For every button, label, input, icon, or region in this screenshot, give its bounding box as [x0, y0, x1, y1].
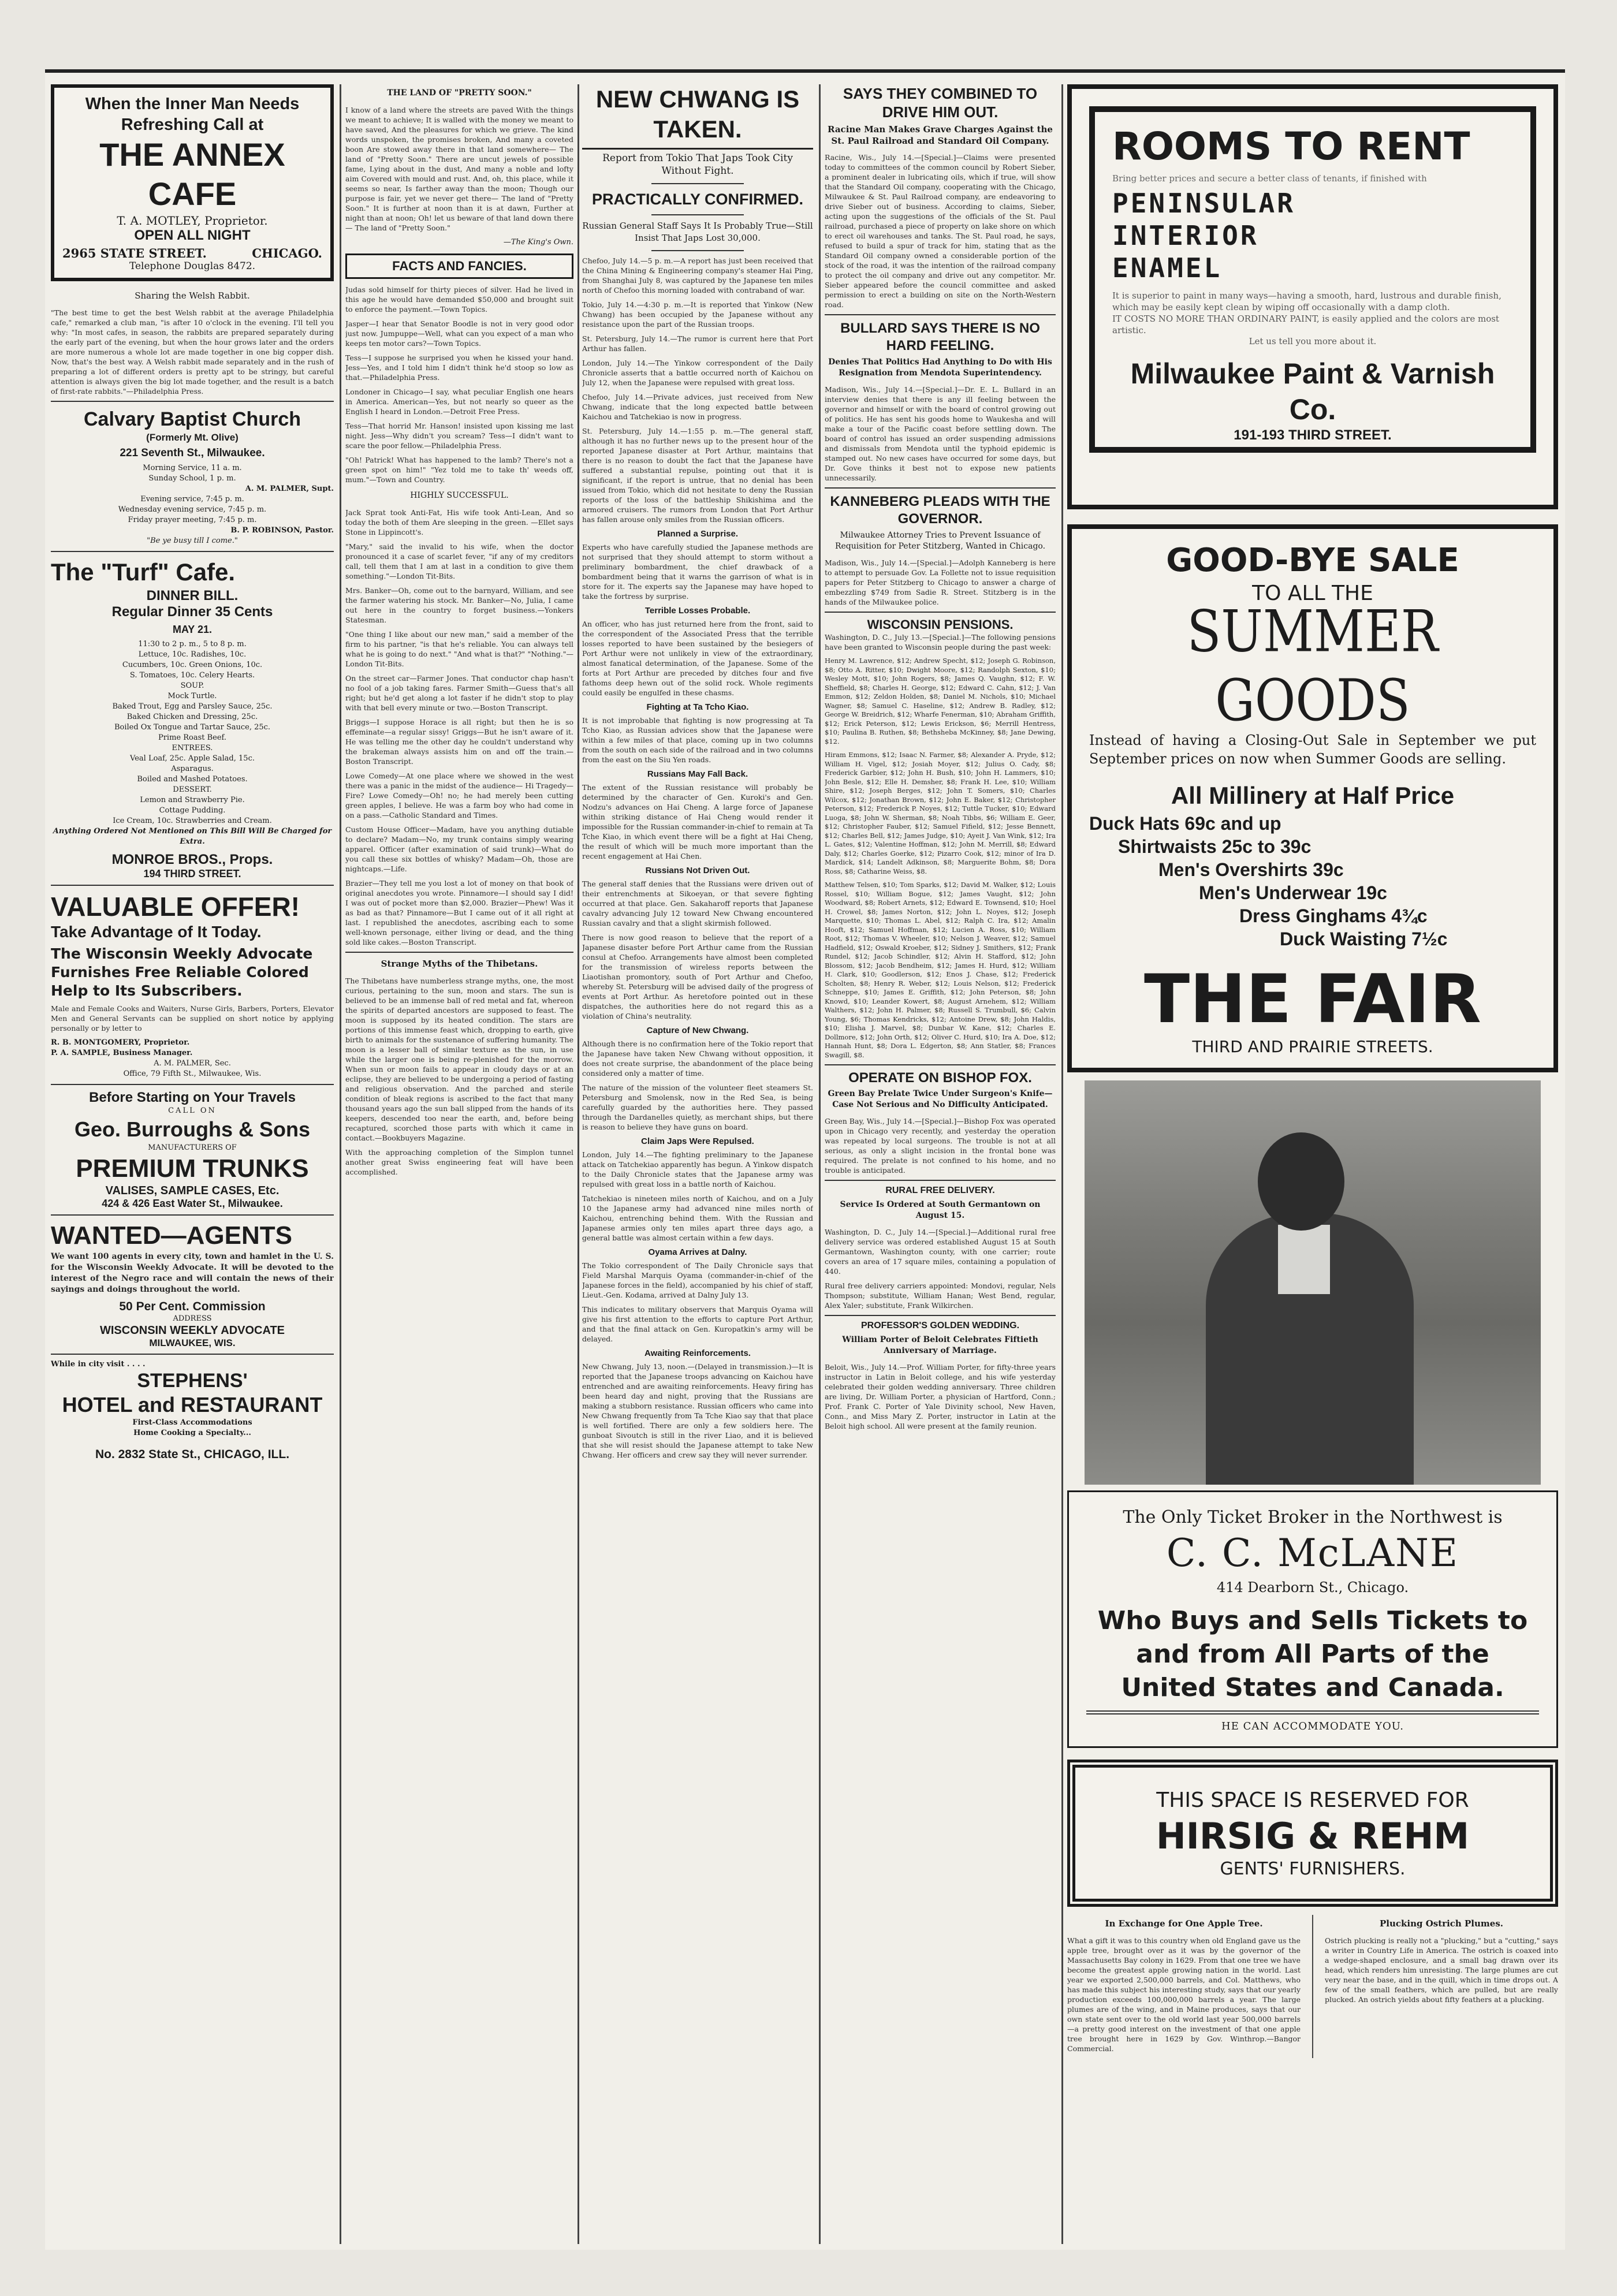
paragraph: Mrs. Banker—Oh, come out to the barnyard, William, and see the farmer watering his stock. Mr. Banker—No, Julia, I came out here in the country to forget business.—Yonkers Statesman. — [345, 586, 573, 624]
ad-name: The "Turf" Cafe. — [51, 558, 236, 586]
ad-text: It is superior to paint in many ways—having a smooth, hard, lustrous and durable finish, which may be easily kept clean by wiping off occasionally with a damp cloth. — [1112, 290, 1502, 312]
paragraph: St. Petersburg, July 14.—The rumor is current here that Port Arthur has fallen. — [582, 334, 813, 353]
section-heading: Russians May Fall Back. — [647, 769, 748, 779]
paragraph: Green Bay, Wis., July 14.—[Special.]—Bishop Fox was operated upon in Chicago very recently, and yesterday the operation was repeated by local surgeons. The trouble is not at all serious, as only a slight incision in the frontal bone was required. The prelate is not confined to his home, and no trouble is anticipated. — [825, 1117, 1056, 1175]
paragraph: Londoner in Chicago—I say, what peculiar English one hears in America. American—Yes, but not nearly so queer as the English I heard in London.—Detroit Free Press. — [345, 387, 573, 416]
the-fair-ad — [1067, 524, 1558, 1072]
subheadline: PRACTICALLY CONFIRMED. — [591, 191, 804, 208]
article-headline: KANNEBERG PLEADS WITH THE GOVERNOR. — [830, 494, 1050, 527]
ad-date: MAY 21. — [172, 624, 213, 635]
ad-line: GENTS' FURNISHERS. — [1220, 1859, 1406, 1879]
paragraph: On the street car—Farmer Jones. That conductor chap hasn't no fool of a job taking fares. Farmer Smith—Guess that's all right; but he'd get along a lot faster if he didn't stop to play with that bell every minute or two.—Boston Transcript. — [345, 674, 573, 712]
paragraph: Judas sold himself for thirty pieces of silver. Had he lived in this age he would have demanded $50,000 and brought suit to enforce the payment.—Town Topics. — [345, 285, 573, 314]
ad-address: 414 Dearborn St., Chicago. — [1216, 1579, 1409, 1596]
paragraph: Brazier—They tell me you lost a lot of money on that book of original anecdotes you wrote. Pinnamore—I should say I did! I was out of pocket more than $2,000. Brazier—Phew! Was it as bad as that? Pinnamore—But I came out of it all right at last. I republished the anecdotes, ascribing each to some well-known personage, either living or dead, and the thing sold like cakes.—Boston Transcript. — [345, 879, 573, 946]
ad-line: VALISES, SAMPLE CASES, Etc. — [105, 1184, 280, 1197]
paragraph: The nature of the mission of the volunteer fleet steamers St. Petersburg and Smolensk, now in the Red Sea, is being carefully guarded by the authorities here. They passed through the Dardanelles quietly, as merchant ships, but there is reason to believe they have guns on board. — [582, 1083, 813, 1131]
poem-title: THE LAND OF "PRETTY SOON." — [387, 88, 532, 98]
ad-line: HE CAN ACCOMMODATE YOU. — [1221, 1720, 1404, 1732]
menu-line: Ice Cream, 10c. Strawberries and Cream. — [113, 817, 272, 825]
poem-title: HIGHLY SUCCESSFUL. — [410, 491, 509, 500]
column-1 — [51, 84, 334, 1462]
ad-line: THIS SPACE IS RESERVED FOR — [1156, 1788, 1469, 1812]
paragraph: St. Petersburg, July 14.—1:55 p. m.—The general staff, although it has no further news up to the present hour of the reported Japanese disaster at Port Arthur, maintains that there is no reason to doubt the fact that the Japanese have suffered a substantial repulse, pointing out that it is significant, if the report is untrue, that no denial has been issued from Tokio, which did not hesitate to deny the Russian reports of the loss of the battleship Shikishima and the armored cruisers. The rumors from London that Port Arthur has fallen arouse only smiles from the Russian officers. — [582, 427, 813, 524]
poem-body: I know of a land where the streets are paved With the things we meant to achieve; It is walled with the money we meant to have saved, And the pleasures for which we grieve. The kind words unspoken, the promises broken, And many a coveted boon Are stowed away there in that land somewhere— The land of "Pretty Soon." There are uncut jewels of possible fame, Lying about in the dust, And many a noble and lofty aim Covered with mould and rust. And, oh, this place, while it seems so near, Is farther away than the moon; Though our purpose is fair, yet we never get there— The land of "Pretty Soon." It is further at noon than it is at dawn, Further at night than at noon; Oh! let us beware of that land down there— The land of "Pretty Soon." — [345, 106, 573, 232]
ad-text: We want 100 agents in every city, town and hamlet in the U. S. for the Wisconsin Weekly Advocate. It will be devoted to the interest of the Negro race and will contain the news of their sayings and doings throughout the world. — [51, 1252, 334, 1294]
ad-product: ENAMEL — [1112, 252, 1223, 284]
ad-line: Wednesday evening service, 7:45 p. m. — [118, 505, 267, 514]
ad-line: DINNER BILL. — [146, 588, 239, 603]
paragraph: Matthew Telsen, $10; Tom Sparks, $12; David M. Walker, $12; Louis Rossel, $10; William Bogue, $12; James Vaught, $12; John Woodward, $8; Robert Arnets, $12; Edward E. Townsend, $10; Hoel H. Crowel, $8; James Norton, $12; John L. Noyes, $12; Joseph Marquette, $10; Thomas L. Abel, $12; Ralph C. Ira, $12; Amalin Hooft, $12; Samuel Hoffman, $12; Lucien A. Ross, $10; William Root, $12; Thomas V. Wheeler, $10; Nelson J. Weaver, $12; Samuel Hadfield, $12; Oswald Kroeber, $12; Sidney J. Smithers, $12; Frank Rundel, $12; Jacob Schindler, $12; Alvin H. Stafford, $12; John Blossom, $12; Jacob Bendheim, $12; James H. Hurd, $12; William H. Clark, $10; Goodlerson, $12; Enos J. Chase, $12; Frederick Scholten, $8; Henry R. Weber, $12; Louis Nelson, $12; Frederick Schneppe, $10; James E. Griffith, $12; John Peterson, $8; John Knowd, $10; Leander Kowert, $8; August Arnehem, $12; William Walthers, $12; John H. Palmer, $8; Russell S. Trumbull, $6; Calvin Young, $6; Thomas Kendricks, $12; Antoine Drew, $8; John Haldis, $10; Elisha J. Marvel, $8; Dunbar W. Kane, $12; Charles E. Dollmore, $12; John Orth, $12; Oliver C. Hurd, $10; Ira A. Doe, $12; Hannah Hunt, $8; Dora L. Edgerton, $8; Ann Statler, $8; Frances Swagill, $8. — [825, 881, 1056, 1059]
paragraph: Racine, Wis., July 14.—[Special.]—Claims were presented today to committees of the common council by Robert Sieber, a prominent dealer in lubricating oils, which if true, will show that the Standard Oil company, cooperating with the Chicago, Milwaukee & St. Paul Railroad company, are endeavoring to drive Sieber out of business. According to claims, Sieber, acting upon the suggestions of the officials of the St. Paul railroad, purchased a piece of property on lake shore on which to erect oil warehouses and tanks. The St. Paul road, he says, refused to build a spur of track for him, stating that as the Standard Oil company owned a considerable portion of the stock of the road, it was the intention of the railroad company to protect the oil company and drive out any competitor. Mr. Sieber appeared before the council committee and asked permission to erect a building on site on the North-Western road. — [825, 153, 1056, 309]
paragraph: Chefoo, July 14.—5 p. m.—A report has just been received that the China Mining & Engineering company's steamer Hai Ping, from Shanghai July 8, was captured by the Japanese ten miles north of Chefoo this morning loaded with contraband of war. — [582, 256, 813, 295]
hirsig-rehm-ad — [1067, 1760, 1558, 1907]
paragraph: Briggs—I suppose Horace is all right; but then he is so effeminate—a regular sissy! Griggs—But he isn't aware of it. He was telling me the other day he couldn't understand why the brakeman always assists him on and off the train.—Boston Transcript. — [345, 718, 573, 766]
paragraph: Beloit, Wis., July 14.—Prof. William Porter, for fifty-three years instructor in Latin in Beloit college, and his wife yesterday celebrated their golden wedding anniversary. Three children are living, Dr. William Porter, a physician of Hartford, Conn.; Prof. Frank C. Porter of Yale Divinity school, New Haven, Conn., and Miss Mary Z. Porter, instructor in Latin at the Beloit high school. All were present at the family reunion. — [825, 1363, 1056, 1430]
subheadline: Denies That Politics Had Anything to Do with His Resignation from Mendota Superintendency. — [828, 357, 1052, 378]
menu-line: Mock Turtle. — [167, 692, 217, 700]
price-line: Men's Overshirts 39c — [1158, 859, 1344, 880]
section-heading: Planned a Surprise. — [657, 529, 739, 539]
paragraph: Tess—I suppose he surprised you when he kissed your hand. Jess—Yes, and I told him I didn't think he'd stoop so low as that.—Philadelphia Press. — [345, 353, 573, 382]
section-heading: Awaiting Reinforcements. — [644, 1348, 751, 1358]
section-heading: Fighting at Ta Tcho Kiao. — [646, 702, 749, 712]
subheadline: Report from Tokio That Japs Took City Without Fight. — [602, 152, 793, 177]
subheadline: Racine Man Makes Grave Charges Against the St. Paul Railroad and Standard Oil Company. — [828, 124, 1053, 146]
column-rule — [1061, 84, 1063, 2244]
paragraph: London, July 14.—The Yinkow correspondent of the Daily Chronicle asserts that a battle occurred north of Kaichou on July 12, when the Japanese were repulsed with great loss. — [582, 359, 813, 387]
menu-line: Prime Roast Beef. — [158, 733, 227, 742]
menu-line: 11:30 to 2 p. m., 5 to 8 p. m. — [138, 640, 247, 648]
ad-address: 191-193 THIRD STREET. — [1234, 427, 1392, 443]
section-heading: Oyama Arrives at Dalny. — [648, 1247, 747, 1257]
ad-line: While in city visit . . . . — [51, 1360, 146, 1369]
subheadline: Service Is Ordered at South Germantown on August 15. — [840, 1200, 1041, 1220]
main-headline: NEW CHWANG IS TAKEN. — [582, 84, 813, 150]
ad-address: No. 2832 State St., CHICAGO, ILL. — [95, 1448, 290, 1461]
article-body: The Thibetans have numberless strange myths, one, the most curious, pertaining to the sun, moon and stars. The sun is believed to be an immense ball of red metal and fat, whereon the spirits of departed ancestors are supposed to feast. The moon is supposed by its heated condition. The stars are portions of this immense feast which, dropping to earth, give birth to animals for the sustenance of suffering humanity. The moon is a lesser ball of similar texture as the sun, in use while the larger one is being re-plenished for the morrow. When sun or moon fails to appear in cloudy days or at an eclipse, they are believed to be undergoing a period of fasting and religious observation. And the parched and sterile condition of bleak regions is ascribed to the fact that many thousand years ago the sun ball slipped from the hands of its keepers, descended too near the earth, and, before being recaptured, scorched those parts with which it came in contact.—Bookbuyers Magazine. — [345, 976, 573, 1142]
ad-line: 50 Per Cent. Commission — [119, 1300, 266, 1313]
column-3 — [582, 84, 813, 1464]
article-headline: PROFESSOR'S GOLDEN WEDDING. — [860, 1321, 1020, 1330]
menu-line: Lemon and Strawberry Pie. — [140, 796, 245, 804]
article-headline: Strange Myths of the Thibetans. — [381, 959, 538, 969]
ad-sub: Take Advantage of It Today. — [51, 923, 262, 941]
section-heading: Capture of New Chwang. — [646, 1026, 749, 1035]
article-headline: In Exchange for One Apple Tree. — [1105, 1918, 1263, 1929]
calvary-church-ad — [51, 407, 334, 546]
turf-cafe-ad — [51, 557, 334, 880]
ad-text: Let us tell you more about it. — [1249, 336, 1377, 346]
menu-line: Baked Chicken and Dressing, 25c. — [126, 713, 258, 721]
menu-line: Cucumbers, 10c. Green Onions, 10c. — [122, 661, 263, 669]
ad-address: 424 & 426 East Water St., Milwaukee. — [102, 1198, 283, 1209]
article-body: "The best time to get the best Welsh rabbit at the average Philadelphia cafe," remarked a club man, "is after 10 o'clock in the evening. I'll tell you why: "In most cafes, in season, the rabbits are prepared separately during the early part of the evening, but when the hour grows later and the orders are more numerous a whole lot are made together in one big copper dish. Now, that's the best way. A Welsh rabbit made separately and in the rush of preparing a lot of different orders is pretty apt to be stringy, but careful attention is always given the big lot made together, and the result is a batch of first-rate rabbits."—Philadelphia Press. — [51, 308, 334, 396]
ad-line: TO ALL THE — [1252, 582, 1373, 605]
paragraph: The Tokio correspondent of The Daily Chronicle says that Field Marshal Marquis Oyama (commander-in-chief of the Japanese forces in the field), accompanied by his chief of staff, Lieut.-Gen. Kodama, arrived at Dalny July 13. — [582, 1261, 813, 1299]
price-line: Duck Waisting 7½c — [1280, 929, 1448, 949]
ad-text: Male and Female Cooks and Waiters, Nurse Girls, Barbers, Porters, Elevator Men and General Servants can be supplied on short notice by applying personally or by letter to — [51, 1004, 334, 1033]
ad-line: A. M. PALMER, Supt. — [245, 484, 334, 493]
ad-line: B. P. ROBINSON, Pastor. — [230, 526, 334, 535]
ad-title: WANTED—AGENTS — [51, 1221, 292, 1250]
annex-cafe-ad — [51, 84, 334, 281]
article-headline: RURAL FREE DELIVERY. — [885, 1186, 995, 1195]
ad-body: The Wisconsin Weekly Advocate Furnishes Free Reliable Colored Help to Its Subscribers. — [51, 945, 313, 999]
article-body: What a gift it was to this country when old England gave us the apple tree, brought over as it was by the governor of the Massachusetts Bay colony in 1629. From that one tree we have become the greatest apple growing nation in the world. Last year we exported 2,500,000 barrels, and Col. Matthews, who has made this subject his interesting study, says that our yearly production exceeds 100,000,000 barrels a year. The large plumes are of the wing, and in Maine produces, says that our own state sent over to the old world last year 500,000 barrels—a pretty good interest on the investment of that one apple tree brought here in 1629 by Gov. Winthrop.—Bangor Commercial. — [1067, 1936, 1301, 2053]
menu-line: Lettuce, 10c. Radishes, 10c. — [138, 650, 247, 659]
ad-intro: The Only Ticket Broker in the Northwest is — [1123, 1507, 1503, 1527]
paragraph: With the approaching completion of the Simplon tunnel another great Swiss engineering feat will have been accomplished. — [345, 1148, 573, 1176]
ad-phone: Telephone Douglas 8472. — [129, 260, 256, 272]
ad-name: STEPHENS' — [137, 1370, 248, 1392]
ad-hours: OPEN ALL NIGHT — [134, 228, 251, 243]
section-heading: Terrible Losses Probable. — [644, 606, 751, 616]
menu-line: ENTREES. — [172, 744, 213, 752]
paragraph: It is not improbable that fighting is now progressing at Ta Tcho Kiao, as Russian advices show that the Japanese were within a few miles of that place, coming up in two columns from the south on each side of the railroad and in two columns from the east on the Siu Yen roads. — [582, 716, 813, 764]
column-2 — [345, 84, 573, 1181]
ad-address: 2965 STATE STREET. — [62, 246, 207, 260]
facts-header — [345, 254, 573, 279]
ad-line: Home Cooking a Specialty... — [133, 1429, 251, 1437]
ad-name: Calvary Baptist Church — [84, 408, 301, 430]
paragraph: Washington, D. C., July 13.—[Special.]—The following pensions have been granted to Wisconsin people during the past week: — [825, 633, 1056, 651]
paragraph: Lowe Comedy—At one place where we showed in the west there was a panic in the midst of the audience— Hi Tragedy—Fire? Lowe Comedy—Oh! no; he had merely been cutting green apples, I believe. He was a farm boy who had come in on a pass.—Catholic Standard and Times. — [345, 771, 573, 819]
subheadline: Milwaukee Attorney Tries to Prevent Issuance of Requisition for Peter Stitzberg, Wanted in Chicago. — [834, 531, 1046, 551]
paragraph: The general staff denies that the Russians were driven out of their entrenchments at Sikoeyan, or that severe fighting occurred at that place. Gen. Sakaharoff reports that Japanese cavalry advancing July 12 toward New Chwang encountered Russian cavalry and that a slight skirmish followed. — [582, 879, 813, 927]
paragraph: New Chwang, July 13, noon.—(Delayed in transmission.)—It is reported that the Japanese troops advancing on Kaichou have entrenched and are awaiting reinforcements. Heavy firing has been heard day and night, proving that the Russians are making a stubborn resistance. Russian officers who came into New Chwang frequently from Ta Tche Kiao say that that place is well fortified. There are only a few soldiers here. The gunboat Sivoutch is still in the river Liao, and it is believed that she will resist should the Japanese attempt to take New Chwang. Her officers and crew say they will never surrender. — [582, 1362, 813, 1459]
ad-product: PENINSULAR — [1112, 188, 1295, 219]
stephens-ad — [51, 1359, 334, 1462]
ad-line: Before Starting on Your Travels — [89, 1090, 296, 1105]
price-line: Shirtwaists 25c to 39c — [1118, 836, 1312, 857]
newspaper-page — [45, 69, 1565, 2250]
paragraph: Tess—That horrid Mr. Hanson! insisted upon kissing me last night. Jess—Why didn't you scream? Tess—I didn't want to scare the poor fellow.—Philadelphia Press. — [345, 422, 573, 450]
valuable-offer-ad — [51, 890, 334, 1079]
column-rule — [340, 84, 341, 2244]
paragraph: Henry M. Lawrence, $12; Andrew Specht, $12; Joseph G. Robinson, $8; Otto A. Ritter, $10; Dwight Moore, $12; Randolph Sexton, $10; Wesley Mott, $10; John Rogers, $8; James Q. Vaughn, $12; F. W. Sheffield, $8; Charles H. George, $12; Edward C. Cahn, $12; J. Van Emmon, $12; Zeldon Holden, $8; Daniel M. Nichols, $10; Michael Wagner, $8; Samuel C. Haseline, $12; Andrew B. Radley, $12; George W. Breidrich, $12; Wharfe Fenerman, $10; Abraham Griffith, $12; Erick Peterson, $12; Lewis Erickson, $6; Merrill Hentress, $10; Paulina B. Ruthen, $8; Bethsheba McKinney, $8; Jane Dewing, $12. — [825, 657, 1056, 746]
ad-text: IT COSTS NO MORE THAN ORDINARY PAINT, is easily applied and the colors are most artistic. — [1112, 314, 1499, 336]
menu-notice: Anything Ordered Not Mentioned on This Bill Will Be Charged for Extra. — [53, 827, 332, 846]
ad-text: Instead of having a Closing-Out Sale in September we put September prices on now when Summer Goods are selling. — [1089, 732, 1536, 767]
section-heading: Russians Not Driven Out. — [645, 866, 750, 875]
paragraph: Chefoo, July 14.—Private advices, just received from New Chwang, indicate that the long expected battle between Kaichou and Tatchekiao is now in progress. — [582, 393, 813, 421]
menu-line: SOUP. — [180, 681, 204, 690]
ad-line: R. B. MONTGOMERY, Proprietor. — [51, 1038, 190, 1047]
ad-name: Geo. Burroughs & Sons — [74, 1117, 311, 1141]
ad-line: A. M. PALMER, Sec. — [154, 1059, 231, 1068]
paragraph: Tatchekiao is nineteen miles north of Kaichou, and on a July 10 the Japanese army had advanced nine miles north of Kaichou, entrenching behind them. With the Russian and Japanese armies only ten miles apart three days ago, a general battle was almost certain within a few days. — [582, 1194, 813, 1242]
column-rule — [819, 84, 821, 2244]
paragraph: Custom House Officer—Madam, have you anything dutiable to declare? Madam—No, my trunk contains simply wearing apparel. Officer (after examination of said trunk)—What do you call these six bottles of whisky? Madam—Oh, those are nightcaps.—Life. — [345, 825, 573, 873]
ad-trunks: PREMIUM TRUNKS — [76, 1154, 309, 1183]
ad-intro: When the Inner Man Needs Refreshing Call at — [85, 95, 300, 134]
ad-line: "Be ye busy till I come." — [147, 536, 238, 545]
paragraph: "Oh! Patrick! What has happened to the lamb? There's not a green spot on him!" "Yez told me to take th' weeds off, mum."—Town and Country. — [345, 456, 573, 484]
ad-line: WISCONSIN WEEKLY ADVOCATE — [99, 1324, 285, 1337]
article-headline: Plucking Ostrich Plumes. — [1380, 1918, 1503, 1929]
paragraph: There is now good reason to believe that the report of a Japanese disaster before Port Arthur came from the Russian consul at Chefoo. Arrangements have almost been completed for the transmission of wireless reports between the Liaotishan promontory, south of Port Arthur and Chefoo, whereby St. Petersburg will be advised daily of the progress of events at Port Arthur. As heretofore pointed out in these dispatches, the authorities here do not regard this as a violation of China's neutrality. — [582, 933, 813, 1020]
ad-company: Milwaukee Paint & Varnish Co. — [1130, 357, 1495, 426]
subheadline: Green Bay Prelate Twice Under Surgeon's Knife—Case Not Serious and No Difficulty Anticipated. — [828, 1089, 1053, 1109]
menu-line: Asparagus. — [171, 765, 214, 773]
ad-name: THE ANNEX CAFE — [99, 136, 285, 212]
ad-address: 221 Seventh St., Milwaukee. — [120, 447, 265, 459]
paragraph: Hiram Emmons, $12; Isaac N. Farmer, $8; Alexander A. Pryde, $12; William H. Vigel, $12; Josiah Moyer, $12; Julius O. Cady, $8; Frederick Garbier, $12; John H. Bush, $10; John H. Lammers, $10; John Besle, $12; Elle H. Demsher, $8; Frank H. Lee, $10; William Shire, $12; Joseph Berges, $12; John T. Somers, $10; Charles Wilcox, $12; Jonathan Brown, $12; John E. Baker, $12; Christopher Peterson, $12; Frederick P. Noyes, $12; Tuttle Tucker, $10; Edward Luoga, $8; John W. Sherman, $8; Noah Tibbs, $6; William E. Geer, $12; Christopher Fauber, $12; Samuel Fifield, $12; Jesse Bennett, $12; Charles Bell, $12; James Judge, $10; Ayeit J. Van Wink, $12; Ira L. Gates, $12; Valentine Hoffman, $12; John M. Merrill, $8; Edward Daly, $12; Charles Goerke, $12; Pizarro Cook, $12; minor of Ira D. Mardick, $14; Landelt Adkinson, $8; Marguerite Bohm, $8; Dora Ross, $8; Catharine Weiss, $8. — [825, 751, 1056, 875]
paragraph: An officer, who has just returned here from the front, said to the correspondent of the Associated Press that the terrible losses reported to have been sustained by the besiegers of Port Arthur were not unlikely in view of the extraordinary, almost fanatical determination, of the Japanese. Some of the forts at Port Arthur are preceded by ditches four and five fathoms deep hewn out of the solid rock. Whole regiments could easily be engulfed in these chasms. — [582, 620, 813, 697]
ad-line: Friday prayer meeting, 7:45 p. m. — [128, 516, 257, 524]
ad-hotel: HOTEL and RESTAURANT — [62, 1393, 323, 1417]
paragraph: "Mary," said the invalid to his wife, when the doctor pronounced it a case of scarlet fever, "if any of my creditors call, tell them that I am at last in a condition to give them something."—London Tit-Bits. — [345, 542, 573, 580]
ad-line: CALL ON — [168, 1106, 217, 1115]
paragraph: The extent of the Russian resistance will probably be determined by the character of Gen. Kuroki's and Gen. Nodzu's advances on Hai Cheng. A large force of Japanese within striking distance of Hai Cheng would render it impossible for the Russian commander-in-chief to remain at Ta Tche Kiao, in which event there will be a fight at Hai Cheng, the result of which will be much more important than the recent engagement at Hai Chen. — [582, 783, 813, 860]
article-headline: Sharing the Welsh Rabbit. — [135, 290, 250, 301]
menu-line: Baked Trout, Egg and Parsley Sauce, 25c. — [112, 702, 273, 711]
paragraph: Madison, Wis., July 14.—[Special.]—Adolph Kanneberg is here to attempt to persuade Gov. La Follette not to issue requisition papers for Peter Stitzberg to Chicago to answer a charge of embezzling $749 from Sadie R. Street. Stitzberg is in the hands of the Milwaukee police. — [825, 558, 1056, 606]
section-heading: Claim Japs Were Repulsed. — [641, 1136, 754, 1146]
poem-body: Jack Sprat took Anti-Fat, His wife took Anti-Lean, And so today the both of them Are sleeping in the green. —Ellet says Stone in Lippincott's. — [345, 508, 573, 536]
paragraph: Rural free delivery carriers appointed: Mondovi, regular, Nels Thompson; substitute, William Hanan; West Bend, regular, Alex Yaler; substitute, Frank Wilkirchen. — [825, 1281, 1056, 1310]
portrait-photo — [1085, 1080, 1541, 1485]
main-headline: SAYS THEY COMBINED TO DRIVE HIM OUT. — [843, 85, 1038, 121]
ad-line: P. A. SAMPLE, Business Manager. — [51, 1049, 193, 1057]
ad-address: THIRD AND PRAIRIE STREETS. — [1192, 1037, 1433, 1056]
column-5 — [1067, 84, 1558, 2058]
rooms-to-rent-ad — [1067, 84, 1558, 509]
paragraph: London, July 14.—The fighting preliminary to the Japanese attack on Tatchekiao apparently has begun. A Yinkow dispatch to the Daily Chronicle states that the Japanese army was repulsed with great loss in a battle north of Kaichou. — [582, 1150, 813, 1188]
ad-title: GOOD-BYE SALE — [1166, 542, 1459, 579]
subheadline: William Porter of Beloit Celebrates Fiftieth Anniversary of Marriage. — [842, 1335, 1038, 1355]
section-title: FACTS AND FANCIES. — [392, 259, 527, 273]
article-headline: BULLARD SAYS THERE IS NO HARD FEELING. — [840, 320, 1040, 353]
ad-line: Office, 79 Fifth St., Milwaukee, Wis. — [123, 1069, 262, 1078]
price-line: Dress Ginghams 4¾c — [1239, 905, 1428, 926]
ad-store-name: THE FAIR — [1143, 960, 1482, 1038]
column-4 — [825, 84, 1056, 1436]
article-body: Ostrich plucking is really not a "plucking," but a "cutting," says a writer in Country Life in America. The ostrich is coaxed into a wedge-shaped enclosure, and a small bag drawn over its head, which renders him unresisting. The large plumes are cut very near the base, and in the quill, which in time drops out. A few of the small feathers, which are pulled, but are really plucked. An ostrich yields about fifty feathers at a plucking. — [1325, 1936, 1558, 2004]
ad-line: Morning Service, 11 a. m. — [143, 464, 242, 472]
article-headline: OPERATE ON BISHOP FOX. — [848, 1070, 1032, 1086]
ad-line: Evening service, 7:45 p. m. — [140, 495, 244, 504]
ad-address: 194 THIRD STREET. — [143, 868, 241, 879]
ad-summer: SUMMER GOODS — [1187, 598, 1439, 735]
paragraph: Jasper—I hear that Senator Boodle is not in very good odor just now. Jumpuppe—Well, what can you expect of a man who keeps ten motor cars?—Town Topics. — [345, 319, 573, 348]
ad-intro: Bring better prices and secure a better class of tenants, if finished with — [1112, 173, 1427, 184]
paragraph: Madison, Wis., July 14.—[Special.]—Dr. E. L. Bullard in an interview denies that there is any ill feeling between the governor and himself or with the board of control growing out of politics. He has sent his goods home to Waukesha and will make a tour of the Pacific coast before settling down. The board of control has issued an order suspending admissions and dismissals from Mendota until the typhoid epidemic is stamped out. No new cases have occurred for some days, but Dr. Gove thinks it best not to expose new patients unnecessarily. — [825, 385, 1056, 482]
ad-title: VALUABLE OFFER! — [51, 892, 300, 922]
price-line: Duck Hats 69c and up — [1089, 813, 1281, 834]
menu-line: Cottage Pudding. — [159, 806, 226, 815]
article-headline: WISCONSIN PENSIONS. — [867, 617, 1014, 632]
menu-line: Veal Loaf, 25c. Apple Salad, 15c. — [130, 754, 255, 763]
ad-title: ROOMS TO RENT — [1112, 124, 1470, 169]
bottom-articles — [1067, 1915, 1558, 2058]
paragraph: Washington, D. C., July 14.—[Special.]—Additional rural free delivery service was ordered established August 15 at South Germantown, Washington county, with one carrier; route covers an area of 17 square miles, containing a population of 440. — [825, 1228, 1056, 1276]
menu-line: DESSERT. — [173, 785, 212, 794]
price-line: Men's Underwear 19c — [1199, 882, 1387, 903]
column-rule — [578, 84, 579, 2244]
ad-name: C. C. McLANE — [1166, 1531, 1459, 1575]
menu-line: Boiled Ox Tongue and Tartar Sauce, 25c. — [114, 723, 271, 732]
agents-wanted-ad — [51, 1220, 334, 1349]
menu-line: S. Tomatoes, 10c. Celery Hearts. — [129, 671, 255, 680]
ad-millinery: All Millinery at Half Price — [1171, 782, 1455, 809]
ad-name: HIRSIG & REHM — [1156, 1815, 1470, 1857]
ad-who: Who Buys and Sells Tickets to and from All Parts of the United States and Canada. — [1097, 1606, 1528, 1702]
ad-line: Regular Dinner 35 Cents — [111, 604, 273, 620]
ad-line: First-Class Accommodations — [132, 1418, 252, 1427]
subheadline: Russian General Staff Says It Is Probably True—Still Insist That Japs Lost 30,000. — [582, 221, 813, 243]
ad-line: MILWAUKEE, WIS. — [149, 1337, 236, 1348]
ad-city: CHICAGO. — [252, 246, 322, 260]
paragraph: Tokio, July 14.—4:30 p. m.—It is reported that Yinkow (New Chwang) has been occupied by the Japanese without any resistance upon the part of the Russian troops. — [582, 300, 813, 329]
ad-product: INTERIOR — [1112, 220, 1259, 251]
paragraph: "One thing I like about our new man," said a member of the firm to his partner, "is that he's reliable. You can always tell what he is going to do next." "And what is that?" "Nothing."—London Tit-Bits. — [345, 630, 573, 668]
paragraph: Experts who have carefully studied the Japanese methods are not surprised that they should attempt to storm without a preliminary bombardment, the chief drawback of a bombardment being that it warns the garrison of what is in store for it. The experts say the Japanese may have hoped to take the fortress by surprise. — [582, 543, 813, 601]
poem-source: —The King's Own. — [503, 238, 573, 247]
paragraph: This indicates to military observers that Marquis Oyama will give his first attention to the efforts to capture Port Arthur, and that the final attack on Gen. Kuropatkin's army will be delayed. — [582, 1305, 813, 1343]
menu-line: Boiled and Mashed Potatoes. — [137, 775, 248, 784]
ad-line: Sunday School, 1 p. m. — [148, 474, 236, 483]
ad-line: ADDRESS — [173, 1314, 212, 1323]
ad-line: MANUFACTURERS OF — [148, 1143, 237, 1152]
burroughs-ad — [51, 1090, 334, 1210]
ad-formerly: (Formerly Mt. Olive) — [146, 432, 239, 443]
ad-proprietor: T. A. MOTLEY, Proprietor. — [117, 214, 268, 228]
ad-props: MONROE BROS., Props. — [111, 852, 273, 867]
mclane-ad — [1067, 1490, 1558, 1748]
paragraph: Although there is no confirmation here of the Tokio report that the Japanese have taken New Chwang without opposition, it does not create surprise, the abandonment of the place being considered only a matter of time. — [582, 1039, 813, 1078]
